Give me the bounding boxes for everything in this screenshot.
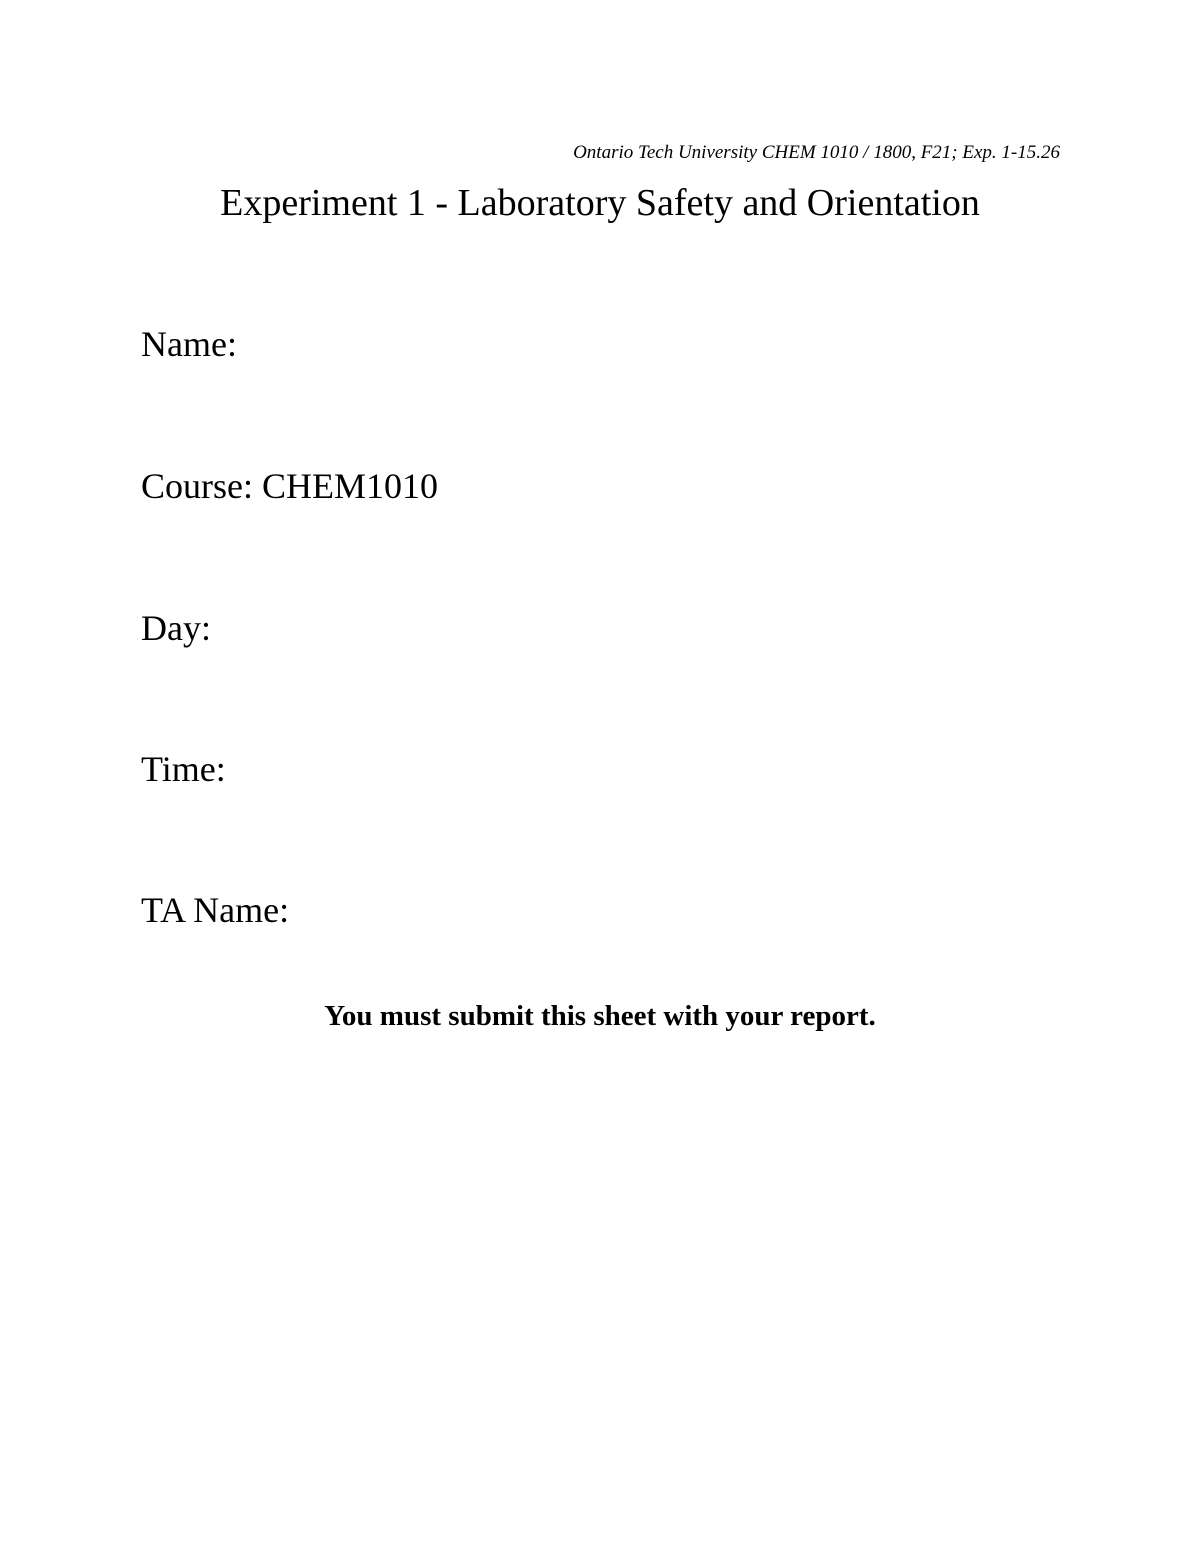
- field-course-label: Course:: [141, 466, 253, 506]
- field-course: [141, 464, 438, 508]
- field-course-value: CHEM1010: [262, 466, 439, 506]
- document-title: Experiment 1 - Laboratory Safety and Orientation: [220, 182, 980, 224]
- field-name: [141, 322, 237, 366]
- submission-notice: You must submit this sheet with your report.: [324, 1000, 876, 1032]
- field-ta-name: [141, 888, 289, 932]
- field-name-label: Name:: [141, 324, 237, 364]
- field-ta-name-label: TA Name:: [141, 890, 290, 930]
- field-time-label: Time:: [141, 749, 226, 789]
- field-day: [141, 606, 211, 650]
- header-note: Ontario Tech University CHEM 1010 / 1800, F21; Exp. 1-15.26: [573, 142, 1060, 163]
- field-day-label: Day:: [141, 608, 211, 648]
- field-time: [141, 747, 226, 791]
